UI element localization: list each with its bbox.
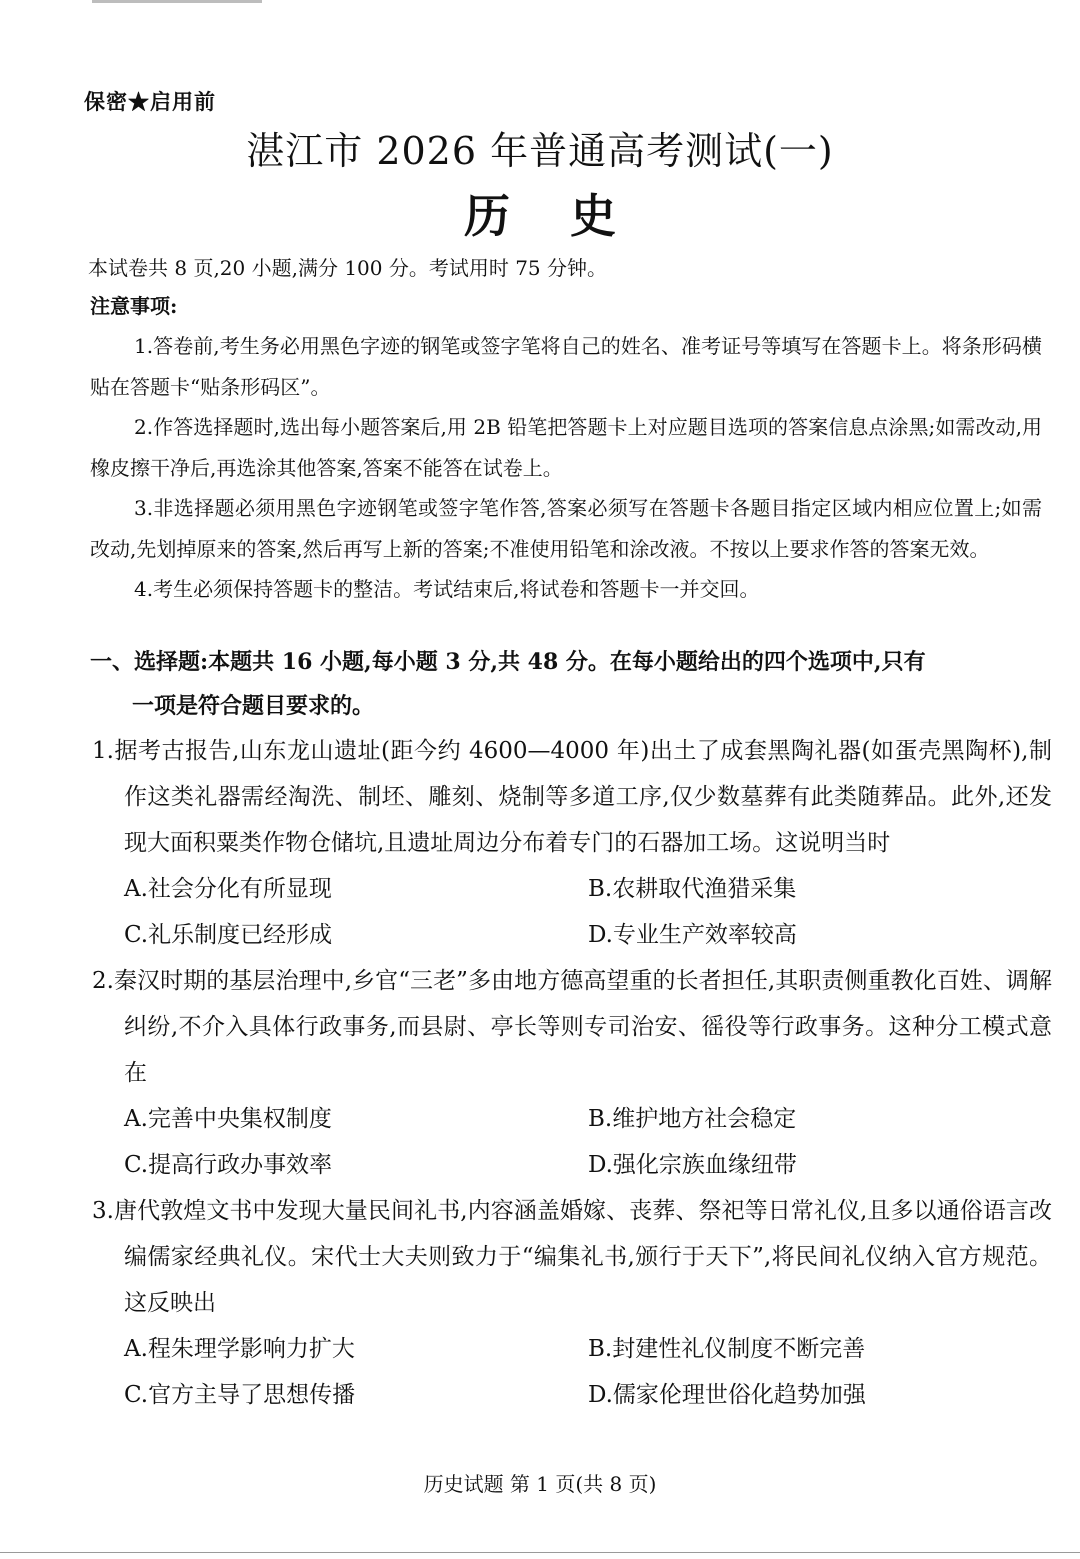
section-heading-line1: 一、选择题:本题共 16 小题,每小题 3 分,共 48 分。在每小题给出的四个选项中,只有 xyxy=(90,649,926,675)
notice-list xyxy=(90,326,1042,610)
notice-item-2: 2.作答选择题时,选出每小题答案后,用 2B 铅笔把答题卡上对应题目选项的答案信息点涂黑;如需改动,用橡皮擦干净后,再选涂其他答案,答案不能答在试卷上。 xyxy=(90,415,1042,480)
option-d: D.儒家伦理世俗化趋势加强 xyxy=(588,1382,866,1408)
page-footer: 历史试题 第 1 页(共 8 页) xyxy=(423,1472,657,1496)
option-a: A.完善中央集权制度 xyxy=(124,1106,332,1132)
option-c: C.提高行政办事效率 xyxy=(124,1152,333,1178)
question-stem: 1.据考古报告,山东龙山遗址(距今约 4600—4000 年)出土了成套黑陶礼器(如蛋壳黑陶杯),制作这类礼器需经淘洗、制坯、雕刻、烧制等多道工序,仅少数墓葬有此类随葬品。此外,还发现大面积粟类作物仓储坑,且遗址周边分布着专门的石器加工场。这说明当时 xyxy=(92,738,1052,856)
notice-item-1: 1.答卷前,考生务必用黑色字迹的钢笔或签字笔将自己的姓名、准考证号等填写在答题卡上。将条形码横贴在答题卡“贴条形码区”。 xyxy=(90,334,1042,399)
option-c: C.礼乐制度已经形成 xyxy=(124,922,333,948)
option-b: B.农耕取代渔猎采集 xyxy=(588,876,797,902)
question-list xyxy=(92,728,1052,1418)
option-group xyxy=(92,866,1052,958)
option-b: B.封建性礼仪制度不断完善 xyxy=(588,1336,866,1362)
option-d: D.强化宗族血缘纽带 xyxy=(588,1152,797,1178)
option-d: D.专业生产效率较高 xyxy=(588,922,797,948)
option-a: A.程朱理学影响力扩大 xyxy=(124,1336,355,1362)
exam-intro: 本试卷共 8 页,20 小题,满分 100 分。考试用时 75 分钟。 xyxy=(88,256,608,280)
section-heading xyxy=(90,640,1050,728)
option-c: C.官方主导了思想传播 xyxy=(124,1382,356,1408)
scan-bottom-edge xyxy=(0,1552,1080,1553)
subject-title: 历史 xyxy=(464,189,676,243)
scan-top-mark xyxy=(92,0,262,3)
question-3 xyxy=(92,1188,1052,1418)
section-heading-line2: 一项是符合题目要求的。 xyxy=(132,693,375,719)
exam-title: 湛江市 2026 年普通高考测试(一) xyxy=(246,129,834,173)
notice-item-4: 4.考生必须保持答题卡的整洁。考试结束后,将试卷和答题卡一并交回。 xyxy=(134,577,760,601)
option-a: A.社会分化有所显现 xyxy=(124,876,332,902)
notice-item-3: 3.非选择题必须用黑色字迹钢笔或签字笔作答,答案必须写在答题卡各题目指定区域内相应位置上;如需改动,先划掉原来的答案,然后再写上新的答案;不准使用铅笔和涂改液。不按以上要求作答的答案无效。 xyxy=(90,496,1042,561)
option-group xyxy=(92,1096,1052,1188)
question-stem: 2.秦汉时期的基层治理中,乡官“三老”多由地方德高望重的长者担任,其职责侧重教化百姓、调解纠纷,不介入具体行政事务,而县尉、亭长等则专司治安、徭役等行政事务。这种分工模式意在 xyxy=(92,968,1052,1086)
option-group xyxy=(92,1326,1052,1418)
notice-title: 注意事项: xyxy=(90,294,178,318)
question-1 xyxy=(92,728,1052,958)
option-b: B.维护地方社会稳定 xyxy=(588,1106,797,1132)
question-stem: 3.唐代敦煌文书中发现大量民间礼书,内容涵盖婚嫁、丧葬、祭祀等日常礼仪,且多以通俗语言改编儒家经典礼仪。宋代士大夫则致力于“编集礼书,颁行于天下”,将民间礼仪纳入官方规范。这反映出 xyxy=(92,1198,1052,1316)
question-2 xyxy=(92,958,1052,1188)
secret-label: 保密★启用前 xyxy=(84,89,216,114)
